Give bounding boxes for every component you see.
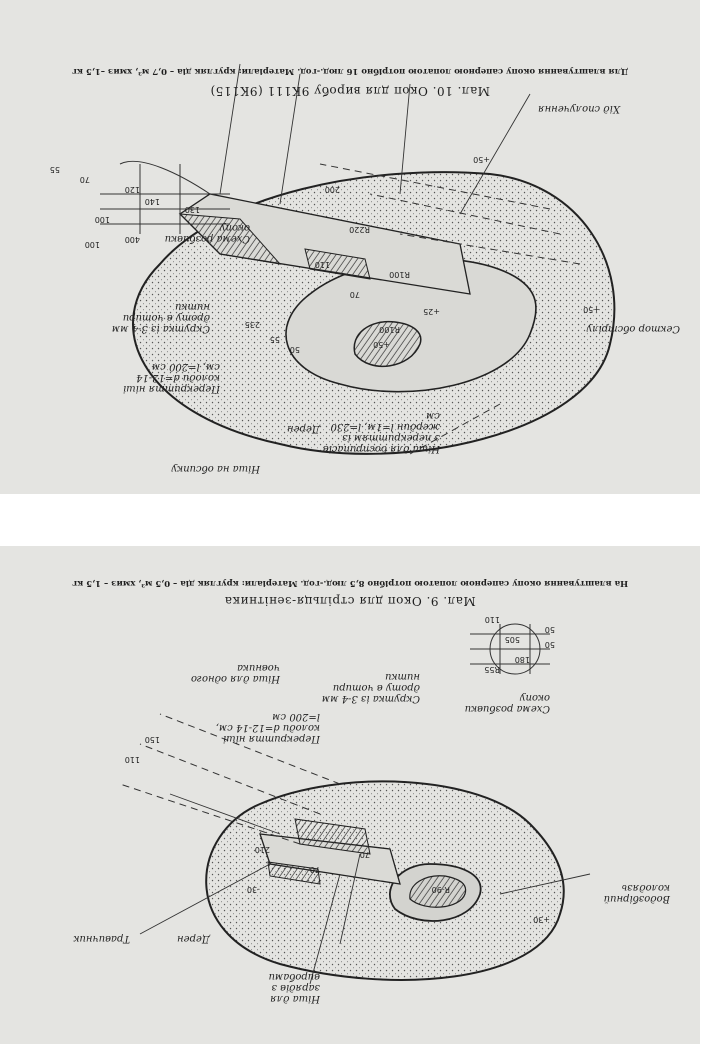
label-wire: Скрутка із 3-4 мм дроту в чотири нитки <box>321 671 420 704</box>
dim-label: 110 <box>124 755 140 764</box>
dim-label: 70 <box>79 175 90 184</box>
dim-label: 70 <box>309 865 320 874</box>
dim-label: 50 <box>544 625 555 634</box>
dim-label: 100 <box>94 215 110 224</box>
dim-label: R100 <box>379 325 400 334</box>
figure-10-title: Мал. 10. Окоп для виробу 9К111 (9К115) <box>210 84 490 98</box>
dim-label: 200 <box>324 185 340 194</box>
dim-label: 55 <box>269 335 280 344</box>
figure-9-drawing <box>0 546 700 1044</box>
label-layout-scheme: Схема розбивки окопу <box>464 692 550 714</box>
dim-label: 110 <box>484 615 500 624</box>
dim-label: 70 <box>349 290 360 299</box>
figure-9-rotated-content <box>0 546 700 1044</box>
label-niche-ammo: Ніша для боєприпасів з перекриттям із жердин l=1м, l=230 см <box>322 410 440 454</box>
dim-label: +50 <box>583 305 600 314</box>
dim-label: 100 <box>84 240 100 249</box>
label-firing-sector: Сектор обстрілу <box>586 323 680 334</box>
label-niche-obs: Ніша на обсипку <box>171 463 260 474</box>
label-turf: Дерен <box>287 423 320 434</box>
label-entrance: Хід сполучення <box>538 103 620 114</box>
dim-label: -30 <box>246 885 260 894</box>
figure-9-panel <box>0 546 700 1044</box>
dim-label: 70 <box>359 850 370 859</box>
label-niche-one: Ніша для одного човника <box>190 662 280 684</box>
dim-label: 50 <box>289 345 300 354</box>
dim-label: 50 <box>544 640 555 649</box>
dim-label: +50 <box>473 155 490 164</box>
label-grass: Травичник <box>73 933 130 944</box>
dim-label: 180 <box>514 655 530 664</box>
label-niche-shot: Ніша для зарядів з виробами <box>268 971 320 1004</box>
label-cover-niche: Перекриття ніші колоди d=12-14 см, l=200 см <box>215 711 320 744</box>
figure-9-note: На влаштування окопу саперною лопатою потрібно 8,5 люд.-год. Матеріали: кругляк діа – 0,5 м³, хмиз – 1,5 кг <box>71 578 629 588</box>
label-wire: Скрутка із 3-4 мм дроту в чотири нитки <box>111 301 210 334</box>
dim-label: +30 <box>533 915 550 924</box>
label-turf: Дерен <box>177 933 210 944</box>
dim-label: R55 <box>484 665 500 674</box>
dim-label: 235 <box>244 320 260 329</box>
dim-label: 140 <box>144 197 160 206</box>
dim-label: 55 <box>49 165 60 174</box>
dim-label: 110 <box>314 260 330 269</box>
dim-label: 150 <box>144 735 160 744</box>
dim-label: 130 <box>184 205 200 214</box>
figure-10-rotated-content <box>0 0 700 494</box>
dim-label: 505 <box>504 635 520 644</box>
dim-label: 400 <box>124 235 140 244</box>
dim-label: 120 <box>124 185 140 194</box>
label-layout-scheme: Схема розбивки окопу <box>164 222 250 244</box>
label-drain: Водозбірний колодязь <box>603 882 670 904</box>
dim-label: R220 <box>349 225 370 234</box>
dim-label: +50 <box>373 340 390 349</box>
figure-9-title: Мал. 9. Окоп для стрільця-зенітника <box>224 594 476 608</box>
dim-label: +25 <box>423 307 440 316</box>
dim-label: R-90 <box>431 885 450 894</box>
figure-10-panel <box>0 0 700 494</box>
label-cover-niche: Перекриття ніші колоди d=12-14 см, l=200 см <box>123 361 220 394</box>
dim-label: R100 <box>389 270 410 279</box>
figure-10-note: Для влаштування окопу саперною лопатою потрібно 16 люд.-год. Матеріали: кругляк діа – 0,7 м³, хмиз –1,5 кг <box>71 66 629 76</box>
dim-label: 210 <box>254 845 270 854</box>
